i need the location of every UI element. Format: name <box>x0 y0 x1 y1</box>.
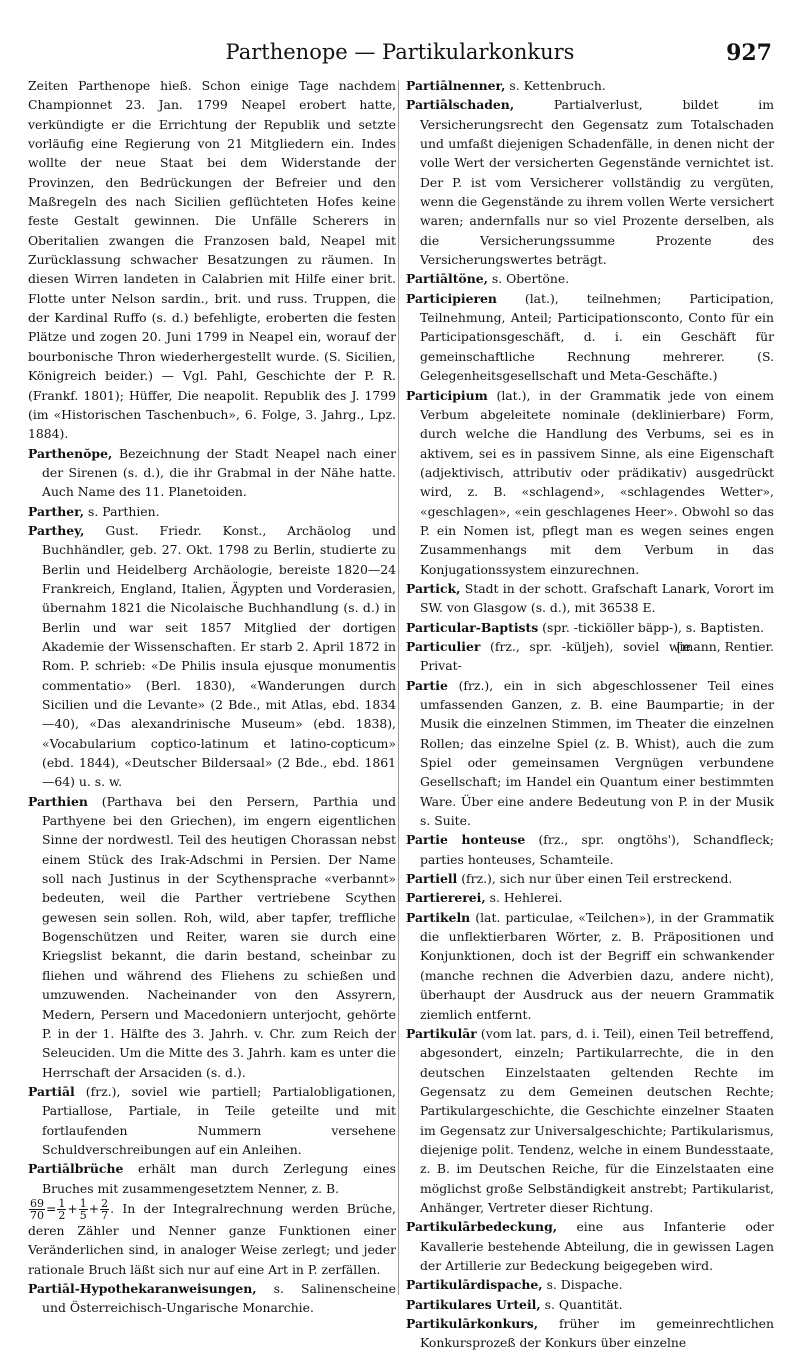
fraction: $\frac{2}{7}$ <box>101 1196 109 1222</box>
entry-partick: Partick, Stadt in der schott. Grafschaft Lanark, Vorort im SW. von Glasgow (s. d.), mit 36538 E. <box>406 580 774 616</box>
headword: Partikeln <box>406 909 471 925</box>
headword: Partiell <box>406 871 458 887</box>
headword: Partie honteuse <box>406 832 526 848</box>
right-column <box>406 76 774 1351</box>
entry-partialbrueche: Partiālbrüche erhält man durch Zerlegung eines Bruches mit zusammengesetztem Nenner, z. B. <box>28 1161 396 1196</box>
entry-parther: Parther, s. Parthien. <box>28 503 160 519</box>
entry-partie-honteuse: Partie honteuse (frz., spr. ongtöhs'), Schandfleck; parties honteuses, Schamteile. <box>406 832 774 867</box>
headword: Parthenŏpe, <box>28 445 113 461</box>
running-title: Parthenope — Partikularkonkurs <box>225 40 575 64</box>
entry-partialtoene: Partiāltöne, s. Obertöne. <box>406 271 570 287</box>
entry-partikulares-urteil: Partikulares Urteil, s. Quantität. <box>406 1296 623 1312</box>
headword: Particular-Baptists <box>406 619 539 635</box>
headword: Partick, <box>406 580 461 596</box>
headword: Parthien <box>28 793 88 809</box>
entry-parthien: Parthien (Parthava bei den Persern, Parthia und Parthyene bei den Griechen), im engern eigentlichen Sinne der nordwestl. Teil des heutigen Chorassan nebst einem Stück des Irak-Adschmi in Persien. Der Name soll nach Justinus in der Scythensprache «verbannt» bedeuten, weil die Parther vertriebene Scythen gewesen sein sollen. Roh, wild, aber tapfer, treffliche Bogenschützen und Reiter, waren sie durch eine Kriegslist bekannt, die darin bestand, scheinbar zu fliehen und während des Fliehens zu schießen und umzuwenden. Nacheinander von den Assyrern, Medern, Persern und Macedoniern unterjocht, gehörte P. in der 1. Hälfte des 3. Jahrh. v. Chr. zum Reich der Seleuciden. Um die Mitte des 3. Jahrh. kam es unter die Herrschaft der Arsaciden (s. d.). <box>28 793 396 1080</box>
entry-partiererei: Partiererei, s. Hehlerei. <box>406 890 563 906</box>
fraction: $\frac{1}{5}$ <box>79 1196 87 1222</box>
entry-parthenope-city: Parthenŏpe, Bezeichnung der Stadt Neapel nach einer der Sirenen (s. d.), die ihr Grabmal in der Nähe hatte. Auch Name des 11. Planetoiden. <box>28 445 396 500</box>
line-overflow: [mann, Rentier. <box>676 638 774 654</box>
headword: Partikulārbedeckung, <box>406 1219 558 1235</box>
headword: Partikulārkonkurs, <box>406 1316 539 1331</box>
entry-partikeln: Partikeln (lat. particulae, «Teilchen»), in der Grammatik die unflektierbaren Wörter, z. B. Präpositionen und Konjunktionen, doch ist der Begriff ein schwankender (manche rechnen die Adverbien dazu, andere nicht), überhaupt der Ausdruck aus der neuern Grammatik ziemlich entfernt. <box>406 909 774 1022</box>
headword: Partikulār <box>406 1025 477 1041</box>
headword: Parthey, <box>28 522 85 538</box>
entry-partialnenner: Partiālnenner, s. Kettenbruch. <box>406 78 606 93</box>
entry-partie: Partie (frz.), ein in sich abgeschlossener Teil eines umfassenden Ganzen, z. B. eine Baumpartie; in der Musik die einzelnen Stimmen, im Theater die einzelnen Rollen; das einzelne Spiel (z. B. Whist), auch die zum Spiel oder gemeinsamen Vergnügen verbundene Gesellschaft; im Handel ein Quantum einer bestimmten Ware. Über eine andere Bedeutung von P. in der Musik s. Suite. <box>406 677 774 829</box>
headword: Partikulārdispache, <box>406 1277 543 1293</box>
entry-partialschaden: Partiālschaden, Partialverlust, bildet im Versicherungsrecht den Gegensatz zum Totalschaden und umfaßt diejenigen Schadenfälle, in denen nicht der volle Wert der versicherten Gegenstände vernichtet ist. Der P. ist vom Versicherer vollständig zu vergüten, wenn die Gegenstände zu ihrem vollen Werte versichert waren; andernfalls nur so viel Prozente derselben, als die Versicherungssumme Prozente des Versicherungswertes beträgt. <box>406 97 774 268</box>
entry-parthenope-continued: Zeiten Parthenope hieß. Schon einige Tage nachdem Championnet 23. Jan. 1799 Neapel erobert hatte, verkündigte er die Errichtung der Republik und setzte vorläufig eine Regierung von 21 Mitgliedern ein. Indes wollte der neue Staat bei dem Widerstande der Provinzen, den Bedrückungen der Befreier und den Maßregeln des nach Sicilien geflüchteten Hofes keine feste Gestalt gewinnen. Die Unfälle Scherers in Oberitalien zwangen die Franzosen bald, Neapel mit Zurücklassung schwacher Besatzungen zu räumen. In diesen Wirren landeten in Calabrien mit Hilfe einer brit. Flotte unter Nelson sardin., brit. und russ. Truppen, die der Kardinal Ruffo (s. d.) befehligte, eroberten die festen Plätze und zogen 20. Juni 1799 in Neapel ein, worauf der bourbonische Thron wiederhergestellt wurde. (S. Sicilien, Königreich beider.) — Vgl. Pahl, Geschichte der P. R. (Frankf. 1801); Hüffer, Die neapolit. Republik des J. 1799 (im «Historischen Taschenbuch», 6. Folge, 3. Jahrg., Lpz. 1884). <box>28 78 396 442</box>
headword: Partiālnenner, <box>406 78 506 93</box>
column-divider <box>398 80 399 1295</box>
entry-partikularkonkurs: Partikulārkonkurs, früher im gemeinrechtlichen Konkursprozeß der Konkurs über einzelne <box>406 1316 774 1351</box>
headword: Participium <box>406 387 488 403</box>
entry-particular-baptists: Particular-Baptists (spr. -tickiöller bäpp-), s. Baptisten. [mann, Rentier. <box>406 618 774 637</box>
headword: Partiererei, <box>406 890 486 906</box>
headword: Participieren <box>406 290 497 306</box>
headword: Partiālbrüche <box>28 1161 124 1177</box>
entry-participieren: Participieren (lat.), teilnehmen; Participation, Teilnehmung, Anteil; Participationsconto, Conto für ein Participationsgeschäft, d. i. ein Geschäft für gemeinschaftliche Rechnung mehrerer. (S. Gelegenheitsgesellschaft und Meta-Geschäfte.) <box>406 290 774 384</box>
entry-partikulardispache: Partikulārdispache, s. Dispache. <box>406 1277 623 1293</box>
headword: Partiāltöne, <box>406 271 488 287</box>
page-header <box>28 40 772 72</box>
entry-particulier: Particulier (frz., spr. -küljeh), soviel wie Privat- <box>406 638 691 674</box>
headword: Partikulares Urteil, <box>406 1296 541 1312</box>
headword: Partie <box>406 677 448 693</box>
formula-line: $\frac{69}{70}$ = $\frac{1}{2}$ + $\frac{1}{5}$ + $\frac{2}{7}$ . In der Integralrechnung werden Brüche, deren Zähler und Nenner ganze Funktionen einer Veränderlichen sind, in analoger Weise zerlegt; und jeder rationale Bruch läßt sich nur auf eine Art in P. zerfällen. <box>28 1196 396 1277</box>
entry-partikularbedeckung: Partikulārbedeckung, eine aus Infanterie oder Kavallerie bestehende Abteilung, die in gewissen Lagen der Artillerie zur Bedeckung beigegeben wird. <box>406 1219 774 1273</box>
entry-partial: Partiāl (frz.), soviel wie partiell; Partialobligationen, Partiallose, Partiale, in Teile geteilte und mit fortlaufenden Nummern versehene Schuldverschreibungen auf ein Anleihen. <box>28 1083 396 1157</box>
entry-partikular: Partikulār (vom lat. pars, d. i. Teil), einen Teil betreffend, abgesondert, einzeln; Partikularrechte, die in den deutschen Einzelstaaten geltenden Rechte im Gegensatz zu dem Gemeinen deutschen Rechte; Partikulargeschichte, die Geschichte einzelner Staaten im Gegensatz zur Universalgeschichte; Partikularismus, diejenige polit. Tendenz, welche in einem Bundesstaate, z. B. im Deutschen Reiche, für die Einzelstaaten eine möglichst große Selbständigkeit anstrebt; Partikularist, Anhänger, Vertreter dieser Richtung. <box>406 1025 774 1215</box>
fraction: $\frac{69}{70}$ <box>30 1196 44 1222</box>
headword: Partiāl <box>28 1083 75 1099</box>
left-column <box>28 76 396 1316</box>
entry-partial-hypothekaranweisungen: Partiāl-Hypothekaranweisungen, s. Salinenscheine und Österreichisch-Ungarische Monarchie. <box>28 1280 396 1316</box>
headword: Particulier <box>406 638 481 654</box>
headword: Parther, <box>28 503 85 519</box>
entry-parthey: Parthey, Gust. Friedr. Konst., Archäolog und Buchhändler, geb. 27. Okt. 1798 zu Berlin, studierte zu Berlin und Heidelberg Archäologie, bereiste 1820—24 Frankreich, England, Italien, Ägypten und Vorderasien, übernahm 1821 die Nicolaische Buchhandlung (s. d.) in Berlin und war seit 1857 Mitglied der dortigen Akademie der Wissenschaften. Er starb 2. April 1872 in Rom. P. schrieb: «De Philis insula ejusque monumentis commentatio» (Berl. 1830), «Wanderungen durch Sicilien und die Levante» (2 Bde., mit Atlas, ebd. 1834—40), «Das alexandrinische Museum» (ebd. 1838), «Vocabularium coptico-latinum et latino-copticum» (ebd. 1844), «Deutscher Bildersaal» (2 Bde., ebd. 1861—64) u. s. w. <box>28 522 396 790</box>
page-number: 927 <box>726 40 772 66</box>
headword: Partiālschaden, <box>406 97 515 113</box>
fraction: $\frac{1}{2}$ <box>58 1196 66 1222</box>
headword: Partiāl-Hypothekaranweisungen, <box>28 1280 257 1296</box>
entry-participium: Participium (lat.), in der Grammatik jede von einem Verbum abgeleitete nominale (deklinierbare) Form, durch welche die Handlung des Verbums, sei es in aktivem, sei es in passivem Sinne, als eine Eigenschaft (adjektivisch, attributiv oder prädikativ) ausgedrückt wird, z. B. «schlagend», «schlagendes Wetter», «geschlagen», «ein geschlagenes Heer». Obwohl so das P. ein Nomen ist, pflegt man es wegen seines engen Zusammenhangs mit dem Verbum in das Konjugationssystem einzurechnen. <box>406 387 774 577</box>
entry-partiell: Partiell (frz.), sich nur über einen Teil erstreckend. <box>406 871 733 887</box>
